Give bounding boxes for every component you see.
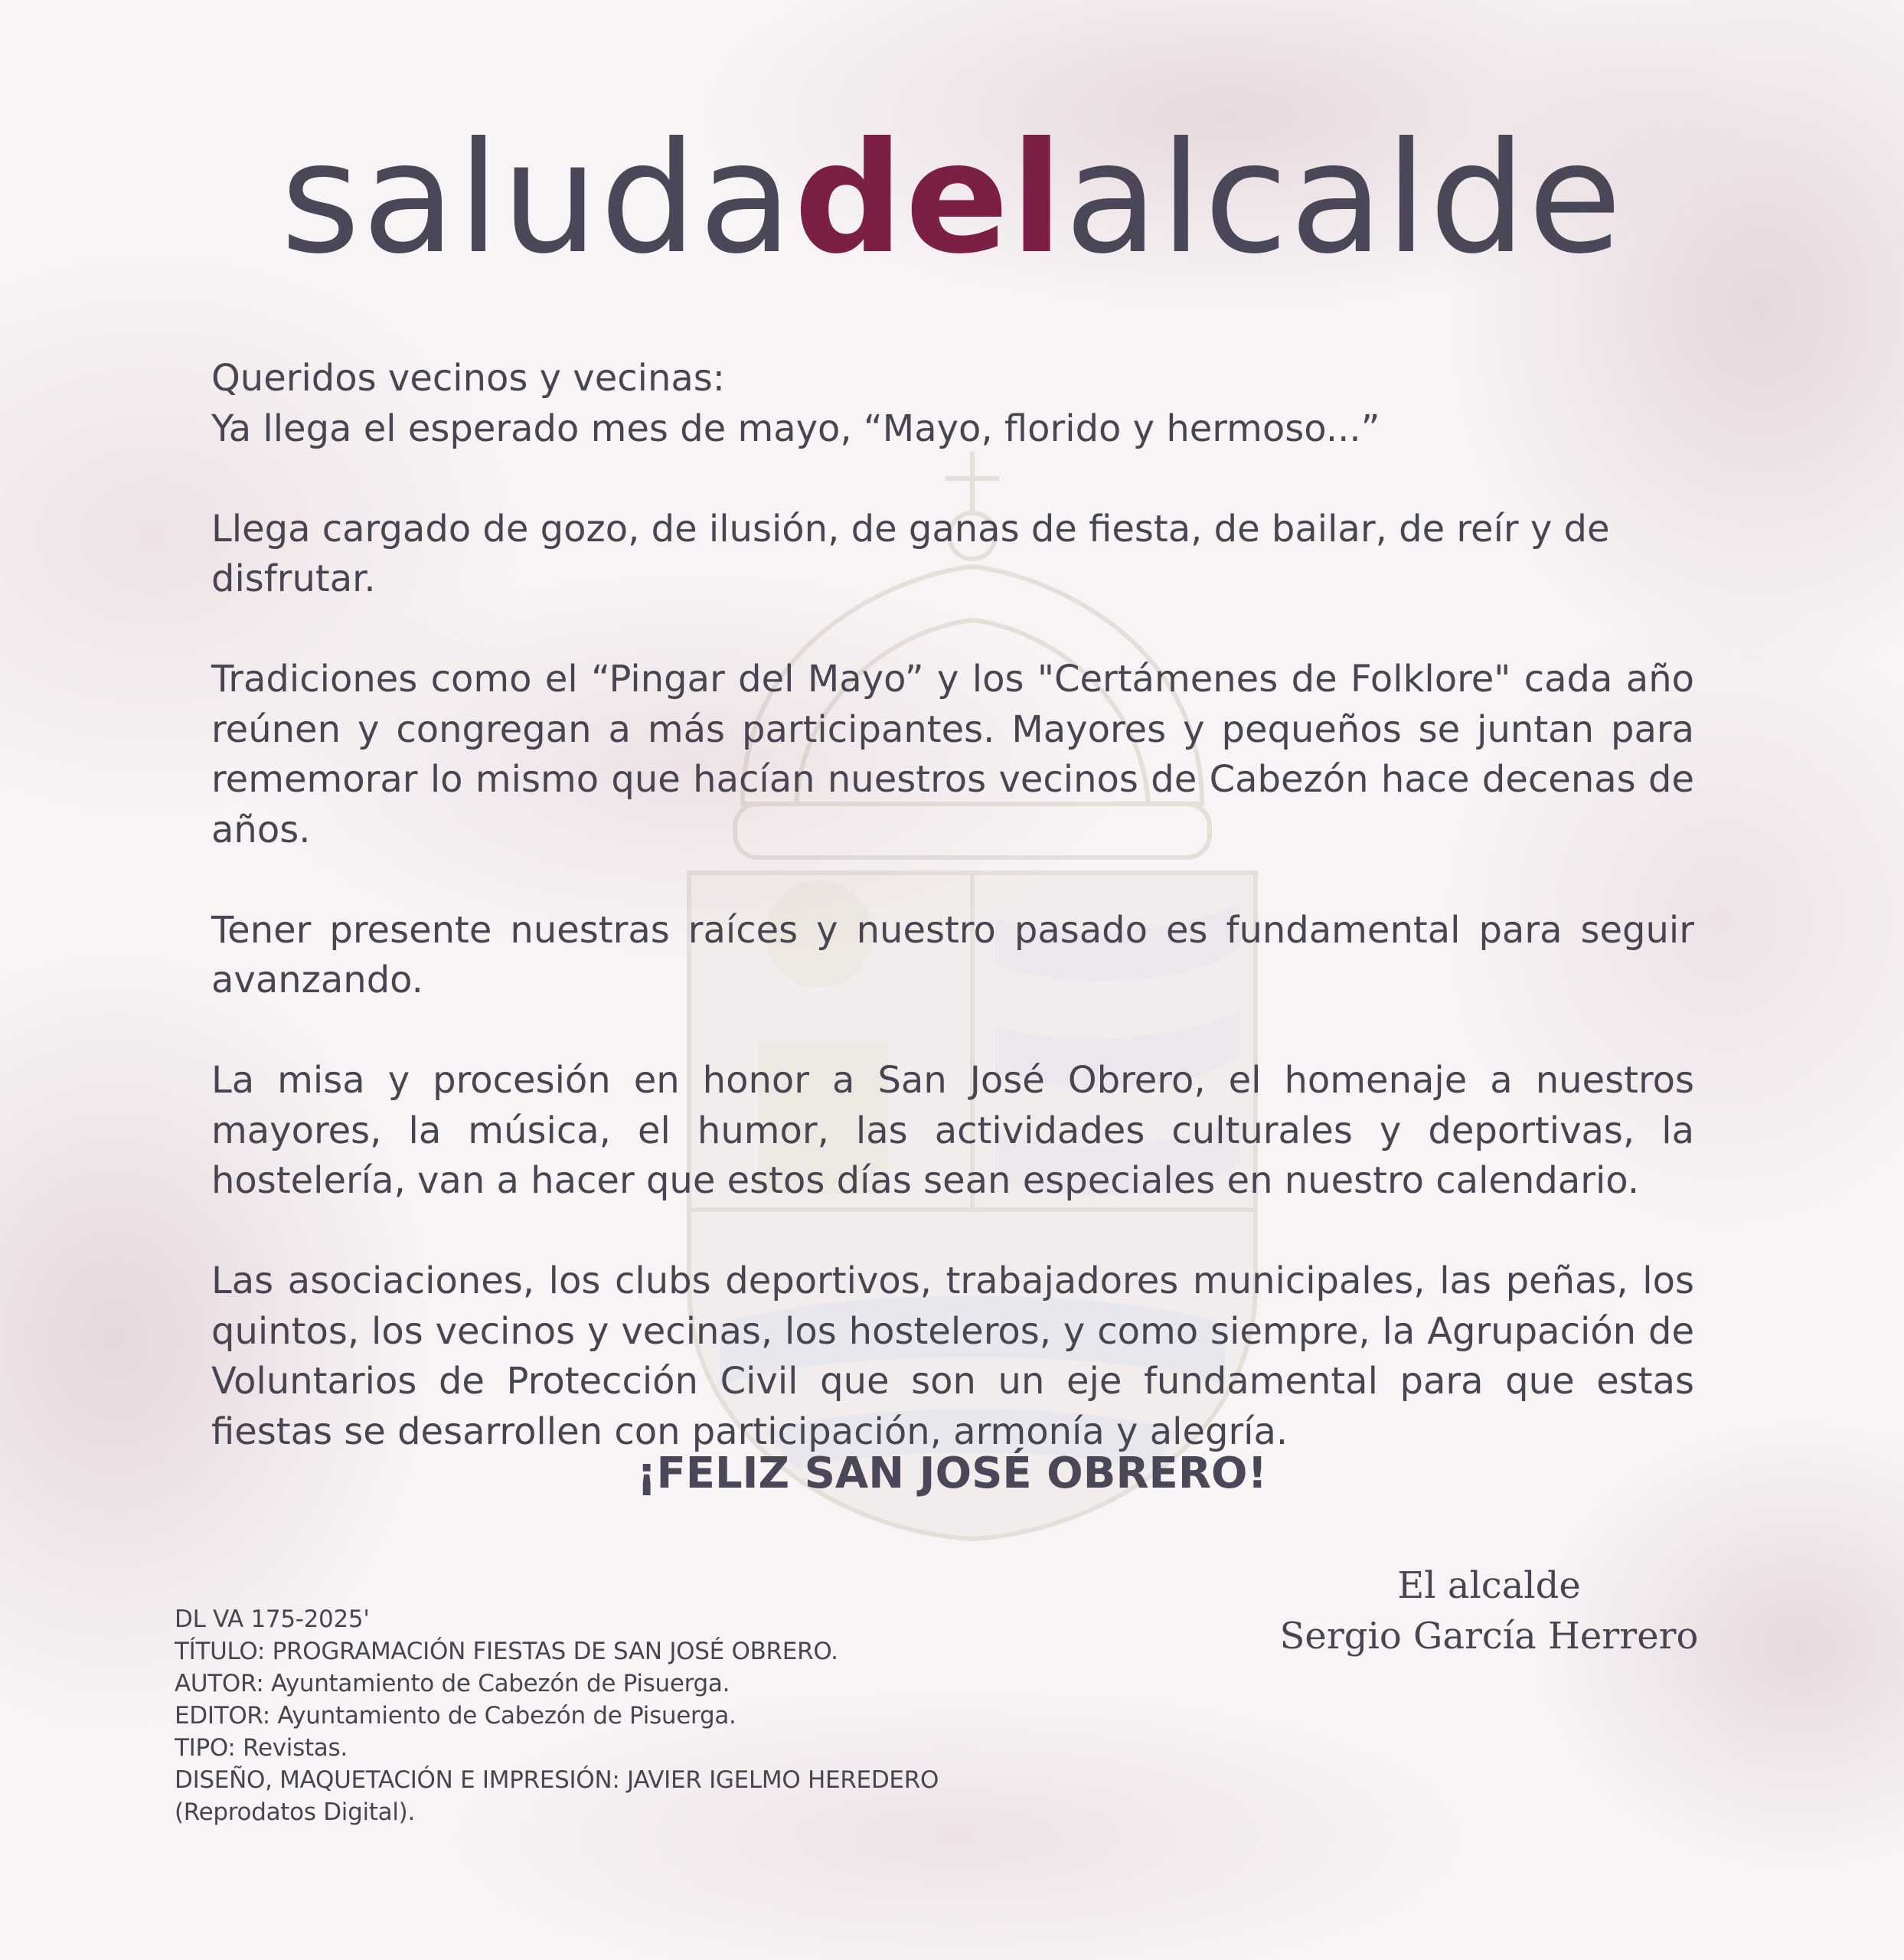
letter-greeting: Queridos vecinos y vecinas:	[211, 357, 725, 400]
letter-opening	[211, 354, 1694, 454]
letter-paragraph-2: Tradiciones como el “Pingar del Mayo” y los "Certámenes de Folklore" cada año reúnen y congregan a más participantes. Mayores y pequeños se juntan para rememorar lo mismo que hacían nuestros vecinos de Cabezón hace decenas de años.	[211, 658, 1694, 851]
signature-block	[1240, 1560, 1738, 1661]
letter-body	[211, 354, 1694, 1508]
title-part-alcalde: alcalde	[1064, 109, 1624, 288]
signature-role: El alcalde	[1397, 1564, 1581, 1607]
closing-exclamation: ¡FELIZ SAN JOSÉ OBRERO!	[636, 1449, 1268, 1498]
publication-credits	[175, 1603, 1170, 1828]
credit-line: DL VA 175-2025'	[175, 1606, 370, 1633]
letter-paragraph-1: Llega cargado de gozo, de ilusión, de ganas de fiesta, de bailar, de reír y de disfrutar.	[211, 507, 1610, 600]
credit-line: EDITOR: Ayuntamiento de Cabezón de Pisuerga.	[175, 1702, 736, 1730]
credit-line: TIPO: Revistas.	[175, 1734, 348, 1762]
credit-line: (Reprodatos Digital).	[175, 1798, 416, 1826]
credit-line: DISEÑO, MAQUETACIÓN E IMPRESIÓN: JAVIER IGELMO HEREDERO	[175, 1766, 939, 1794]
page-title	[0, 109, 1904, 288]
title-part-saluda: saluda	[280, 109, 794, 288]
signature-name: Sergio García Herrero	[1279, 1615, 1699, 1658]
title-part-del: del	[794, 109, 1065, 288]
letter-paragraph-5: Las asociaciones, los clubs deportivos, trabajadores municipales, las peñas, los quintos, los vecinos y vecinas, los hosteleros, y como siempre, la Agrupación de Voluntarios de Protección Civil que son un eje fundamental para que estas fiestas se desarrollen con participación, armonía y alegría.	[211, 1259, 1694, 1453]
letter-paragraph-3: Tener presente nuestras raíces y nuestro pasado es fundamental para seguir avanzando.	[211, 908, 1694, 1001]
credit-line: TÍTULO: PROGRAMACIÓN FIESTAS DE SAN JOSÉ OBRERO.	[175, 1638, 838, 1665]
letter-paragraph-4: La misa y procesión en honor a San José Obrero, el homenaje a nuestros mayores, la música, el humor, las actividades culturales y deportivas, la hostelería, van a hacer que estos días sean especiales en nuestro calendario.	[211, 1059, 1694, 1202]
letter-intro: Ya llega el esperado mes de mayo, “Mayo, florido y hermoso...”	[211, 407, 1380, 450]
credit-line: AUTOR: Ayuntamiento de Cabezón de Pisuerga.	[175, 1670, 730, 1697]
